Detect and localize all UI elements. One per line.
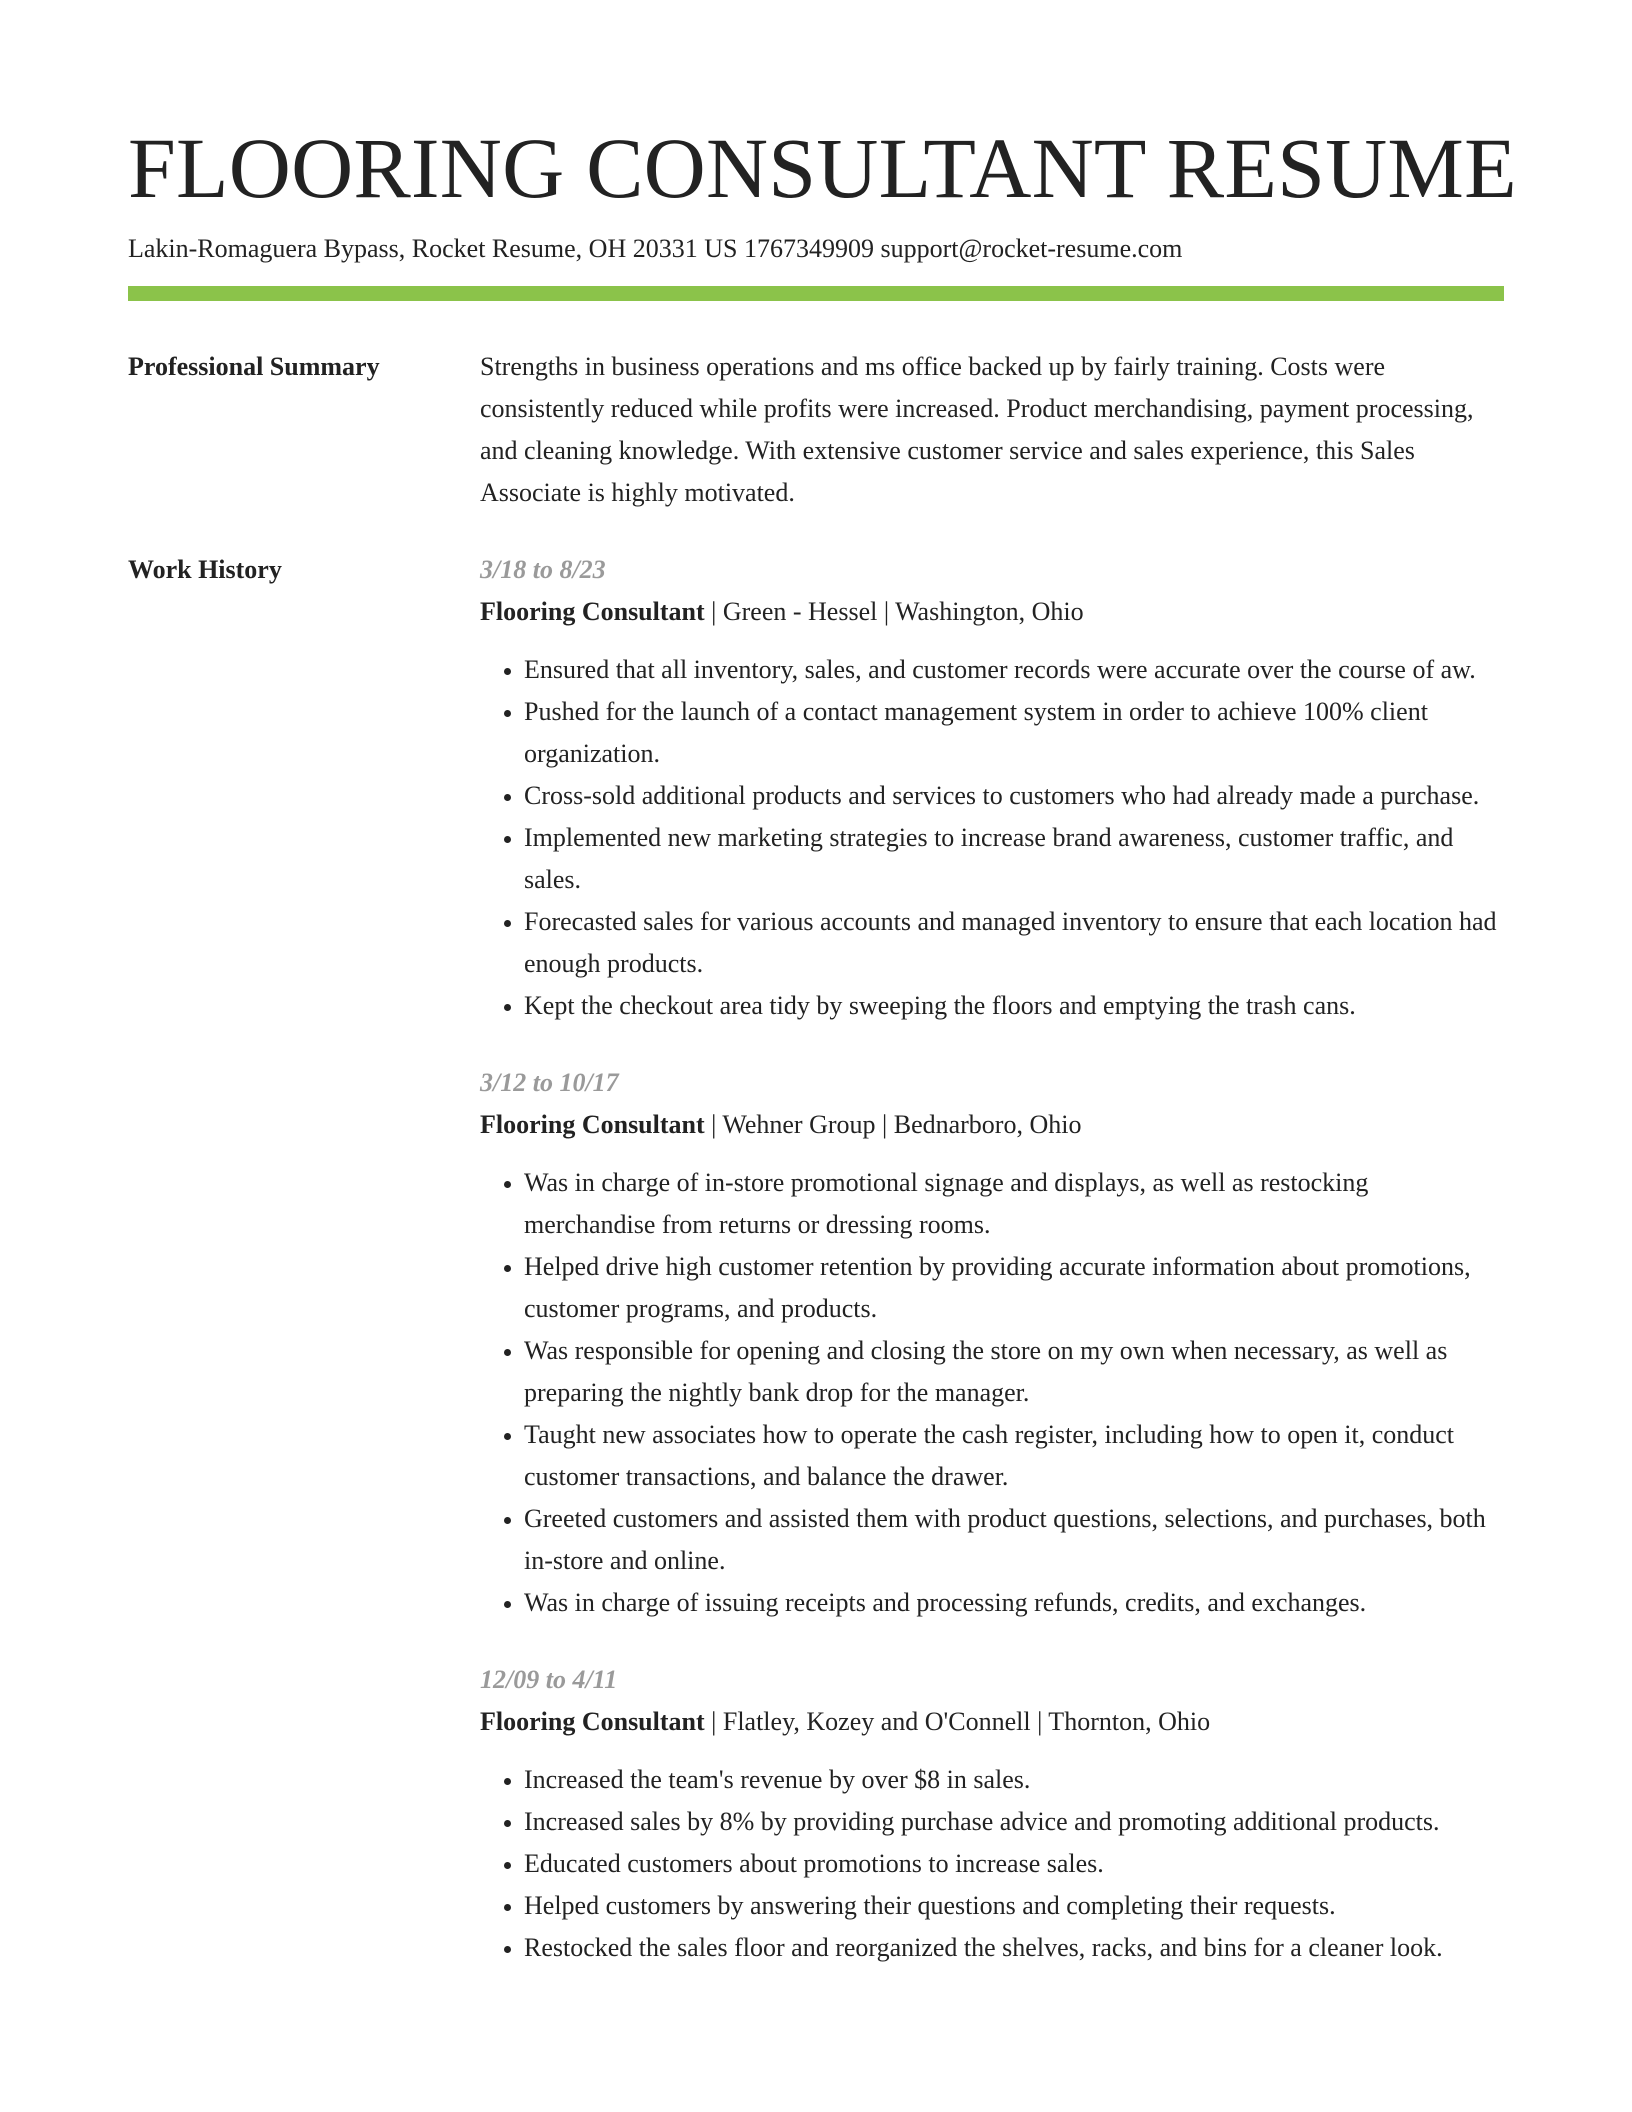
work-history-section [480, 549, 1504, 2004]
job-bullet: • Educated customers about promotions to increase sales. [524, 1843, 1504, 1885]
job-bullet: • Was responsible for opening and closing the store on my own when necessary, as well as preparing the nightly bank drop for the manager. [524, 1330, 1504, 1414]
job-bullet: • Cross-sold additional products and services to customers who had already made a purchase. [524, 775, 1504, 817]
job-bullet: • Was in charge of issuing receipts and processing refunds, credits, and exchanges. [524, 1582, 1504, 1624]
job-bullet: • Restocked the sales floor and reorganized the shelves, racks, and bins for a cleaner look. [524, 1927, 1504, 1969]
job-bullet: • Helped customers by answering their questions and completing their requests. [524, 1885, 1504, 1927]
job-heading [480, 591, 1504, 633]
job-bullet: • Ensured that all inventory, sales, and customer records were accurate over the course of aw. [524, 649, 1504, 691]
job-title: Flooring Consultant [480, 1110, 705, 1139]
job-dates: 12/09 to 4/11 [480, 1665, 618, 1694]
job-details: | Wehner Group | Bednarboro, Ohio [704, 1110, 1082, 1139]
job-title: Flooring Consultant [480, 1707, 705, 1736]
job-bullet: • Forecasted sales for various accounts and managed inventory to ensure that each location had enough products. [524, 901, 1504, 985]
job-details: | Flatley, Kozey and O'Connell | Thornton, Ohio [704, 1707, 1211, 1736]
job-dates: 3/12 to 10/17 [480, 1068, 619, 1097]
job-bullet: • Increased the team's revenue by over $8 in sales. [524, 1759, 1504, 1801]
work-history-section-label: Work History [128, 555, 282, 584]
summary-section [480, 346, 1504, 514]
job-bullet: • Helped drive high customer retention by providing accurate information about promotions, customer programs, and products. [524, 1246, 1504, 1330]
job-heading [480, 1104, 1504, 1146]
job-bullet: • Increased sales by 8% by providing purchase advice and promoting additional products. [524, 1801, 1504, 1843]
job-bullets [480, 649, 1504, 1027]
summary-text: Strengths in business operations and ms office backed up by fairly training. Costs were consistently reduced while profits were increased. Product merchandising, payment processing, and cleaning knowledge. With extensive customer service and sales experience, this Sales Associate is highly motivated. [480, 352, 1474, 507]
job-entry [480, 1659, 1504, 1969]
job-entry [480, 1062, 1504, 1624]
job-dates: 3/18 to 8/23 [480, 555, 606, 584]
job-heading [480, 1701, 1504, 1743]
job-bullet: • Was in charge of in-store promotional signage and displays, as well as restocking merchandise from returns or dressing rooms. [524, 1162, 1504, 1246]
contact-line: Lakin-Romaguera Bypass, Rocket Resume, OH 20331 US 1767349909 support@rocket-resume.com [128, 234, 1183, 263]
job-entry [480, 549, 1504, 1027]
job-title: Flooring Consultant [480, 597, 705, 626]
summary-section-label: Professional Summary [128, 352, 380, 381]
job-bullet: • Kept the checkout area tidy by sweeping the floors and emptying the trash cans. [524, 985, 1504, 1027]
job-bullet: • Taught new associates how to operate the cash register, including how to open it, conduct customer transactions, and balance the drawer. [524, 1414, 1504, 1498]
job-bullets [480, 1162, 1504, 1624]
job-details: | Green - Hessel | Washington, Ohio [704, 597, 1084, 626]
job-bullet: • Pushed for the launch of a contact management system in order to achieve 100% client organization. [524, 691, 1504, 775]
job-bullet: • Greeted customers and assisted them with product questions, selections, and purchases, both in-store and online. [524, 1498, 1504, 1582]
job-bullet: • Implemented new marketing strategies to increase brand awareness, customer traffic, and sales. [524, 817, 1504, 901]
resume-title: FLOORING CONSULTANT RESUME [128, 120, 1517, 216]
job-bullets [480, 1759, 1504, 1969]
accent-divider [128, 286, 1504, 301]
